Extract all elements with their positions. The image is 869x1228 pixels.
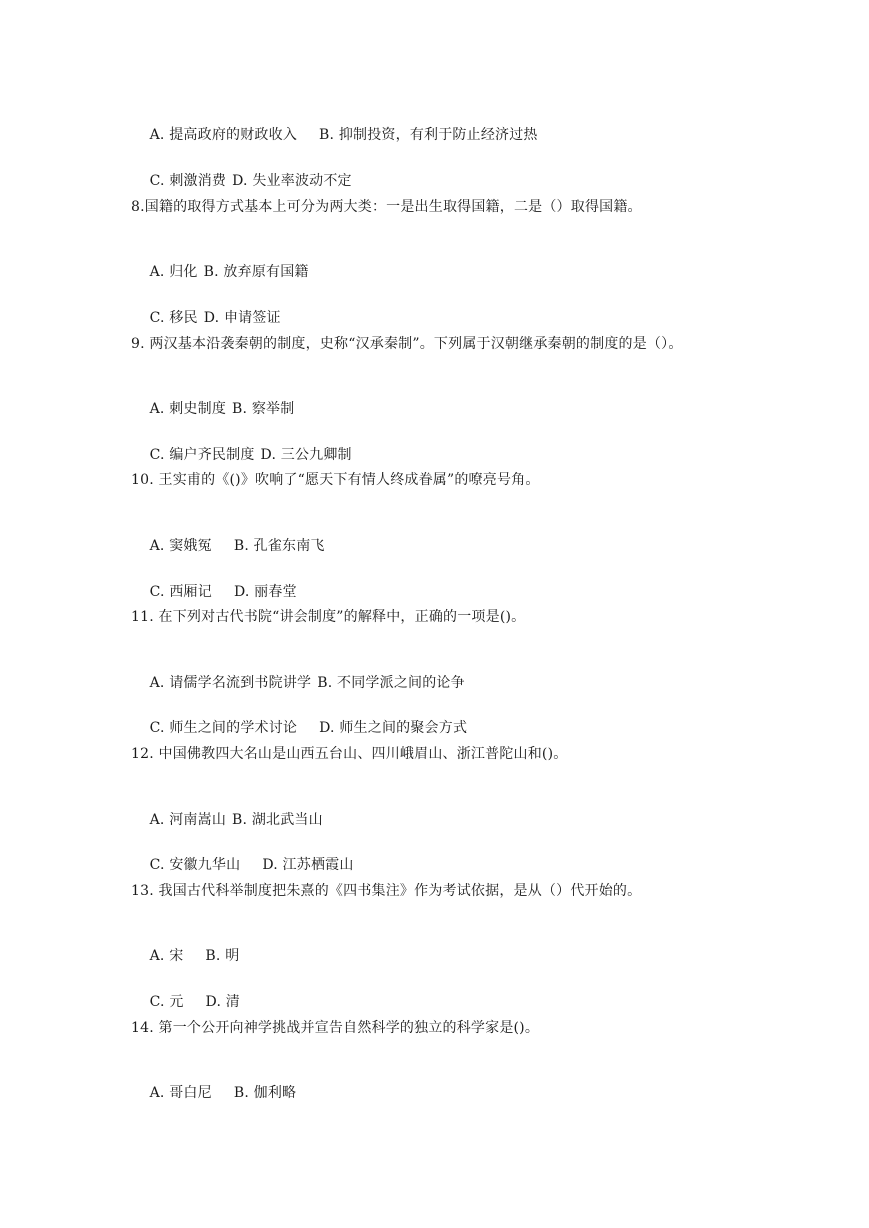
option-c: C. 刺激消费	[149, 173, 227, 189]
question-13: 13. 我国古代科举制度把朱熹的《四书集注》作为考试依据，是从（）代开始的。	[131, 883, 642, 899]
option-b: B. 孔雀东南飞	[233, 538, 325, 554]
option-a: A. 哥白尼	[149, 1085, 212, 1101]
option-c: C. 师生之间的学术讨论	[149, 720, 298, 736]
option-a: A. 刺史制度	[149, 401, 227, 417]
q14-options-ab	[131, 1063, 296, 1123]
option-b: B. 察举制	[232, 401, 295, 417]
option-c: C. 编户齐民制度	[149, 447, 255, 463]
option-c: C. 移民	[149, 310, 198, 326]
question-14: 14. 第一个公开向神学挑战并宣告自然科学的独立的科学家是()。	[131, 1020, 540, 1036]
option-b: B. 放弃原有国籍	[203, 264, 309, 280]
option-b: B. 湖北武当山	[232, 812, 323, 828]
option-d: D. 江苏栖霞山	[262, 857, 354, 873]
option-d: D. 清	[205, 994, 240, 1010]
option-a: A. 请儒学名流到书院讲学	[149, 675, 312, 691]
option-d: D. 丽春堂	[233, 584, 297, 600]
option-a: A. 提高政府的财政收入	[149, 127, 298, 143]
question-8: 8.国籍的取得方式基本上可分为两大类：一是出生取得国籍，二是（）取得国籍。	[131, 199, 642, 215]
option-d: D. 三公九卿制	[260, 447, 352, 463]
option-d: D. 申请签证	[203, 310, 281, 326]
option-b: B. 抑制投资，有利于防止经济过热	[319, 127, 538, 143]
question-12: 12. 中国佛教四大名山是山西五台山、四川峨眉山、浙江普陀山和()。	[131, 746, 568, 762]
option-a: A. 窦娥冤	[149, 538, 212, 554]
option-b: B. 明	[205, 948, 240, 964]
option-a: A. 河南嵩山	[149, 812, 227, 828]
option-a: A. 宋	[149, 948, 184, 964]
question-9: 9. 两汉基本沿袭秦朝的制度，史称“汉承秦制”。下列属于汉朝继承秦朝的制度的是（）。	[131, 336, 683, 352]
option-b: B. 伽利略	[233, 1085, 297, 1101]
question-11: 11. 在下列对古代书院“讲会制度”的解释中，正确的一项是()。	[131, 609, 526, 625]
option-b: B. 不同学派之间的论争	[317, 675, 465, 691]
option-d: D. 失业率波动不定	[232, 173, 352, 189]
option-c: C. 元	[149, 994, 184, 1010]
question-10: 10. 王实甫的《()》吹响了“愿天下有情人终成眷属”的嘹亮号角。	[131, 472, 540, 488]
option-c: C. 安徽九华山	[149, 857, 241, 873]
option-d: D. 师生之间的聚会方式	[319, 720, 468, 736]
option-a: A. 归化	[149, 264, 198, 280]
option-c: C. 西厢记	[149, 584, 212, 600]
